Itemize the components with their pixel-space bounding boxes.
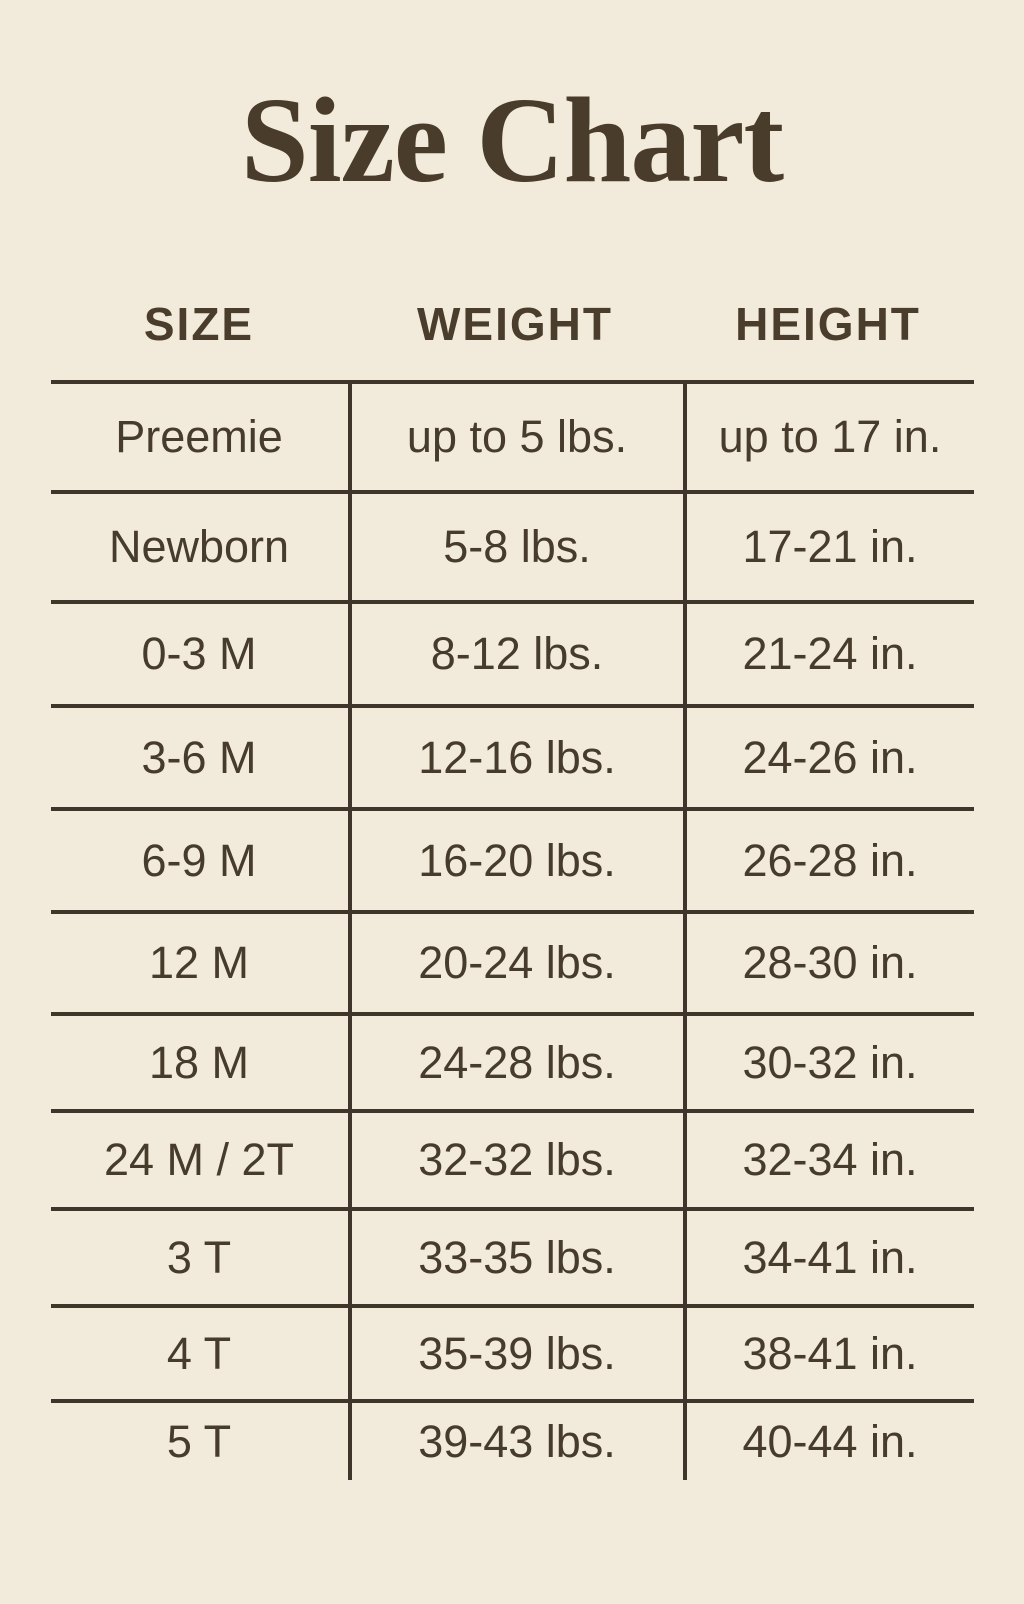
size-cell: 18 M xyxy=(51,1012,348,1109)
size-cell: Newborn xyxy=(51,490,348,600)
height-cell: 17-21 in. xyxy=(683,490,974,600)
weight-cell: 33-35 lbs. xyxy=(348,1207,683,1304)
size-cell: 6-9 M xyxy=(51,807,348,910)
weight-cell: 5-8 lbs. xyxy=(348,490,683,600)
weight-cell: 35-39 lbs. xyxy=(348,1304,683,1399)
size-cell: 5 T xyxy=(51,1399,348,1480)
size-cell: 12 M xyxy=(51,910,348,1012)
weight-cell: 16-20 lbs. xyxy=(348,807,683,910)
size-cell: Preemie xyxy=(51,380,348,490)
weight-cell: 12-16 lbs. xyxy=(348,704,683,807)
weight-cell: 32-32 lbs. xyxy=(348,1109,683,1207)
page-title: Size Chart xyxy=(240,73,784,208)
height-cell: 40-44 in. xyxy=(683,1399,974,1480)
height-cell: 34-41 in. xyxy=(683,1207,974,1304)
height-cell: 30-32 in. xyxy=(683,1012,974,1109)
size-cell: 0-3 M xyxy=(51,600,348,704)
column-header-size: SIZE xyxy=(143,298,255,351)
weight-cell: 24-28 lbs. xyxy=(348,1012,683,1109)
table-header-row xyxy=(51,296,974,352)
height-cell: 24-26 in. xyxy=(683,704,974,807)
size-cell: 3-6 M xyxy=(51,704,348,807)
size-chart-table xyxy=(51,296,974,1480)
weight-cell: 39-43 lbs. xyxy=(348,1399,683,1480)
height-cell: 28-30 in. xyxy=(683,910,974,1012)
height-cell: 38-41 in. xyxy=(683,1304,974,1399)
weight-cell: 20-24 lbs. xyxy=(348,910,683,1012)
height-cell: 32-34 in. xyxy=(683,1109,974,1207)
weight-cell: 8-12 lbs. xyxy=(348,600,683,704)
column-header-height: HEIGHT xyxy=(735,298,921,351)
size-cell: 24 M / 2T xyxy=(51,1109,348,1207)
height-cell: up to 17 in. xyxy=(683,380,974,490)
column-header-weight: WEIGHT xyxy=(417,298,613,351)
height-cell: 26-28 in. xyxy=(683,807,974,910)
table-body xyxy=(51,380,974,1480)
weight-cell: up to 5 lbs. xyxy=(348,380,683,490)
height-cell: 21-24 in. xyxy=(683,600,974,704)
size-cell: 4 T xyxy=(51,1304,348,1399)
size-cell: 3 T xyxy=(51,1207,348,1304)
